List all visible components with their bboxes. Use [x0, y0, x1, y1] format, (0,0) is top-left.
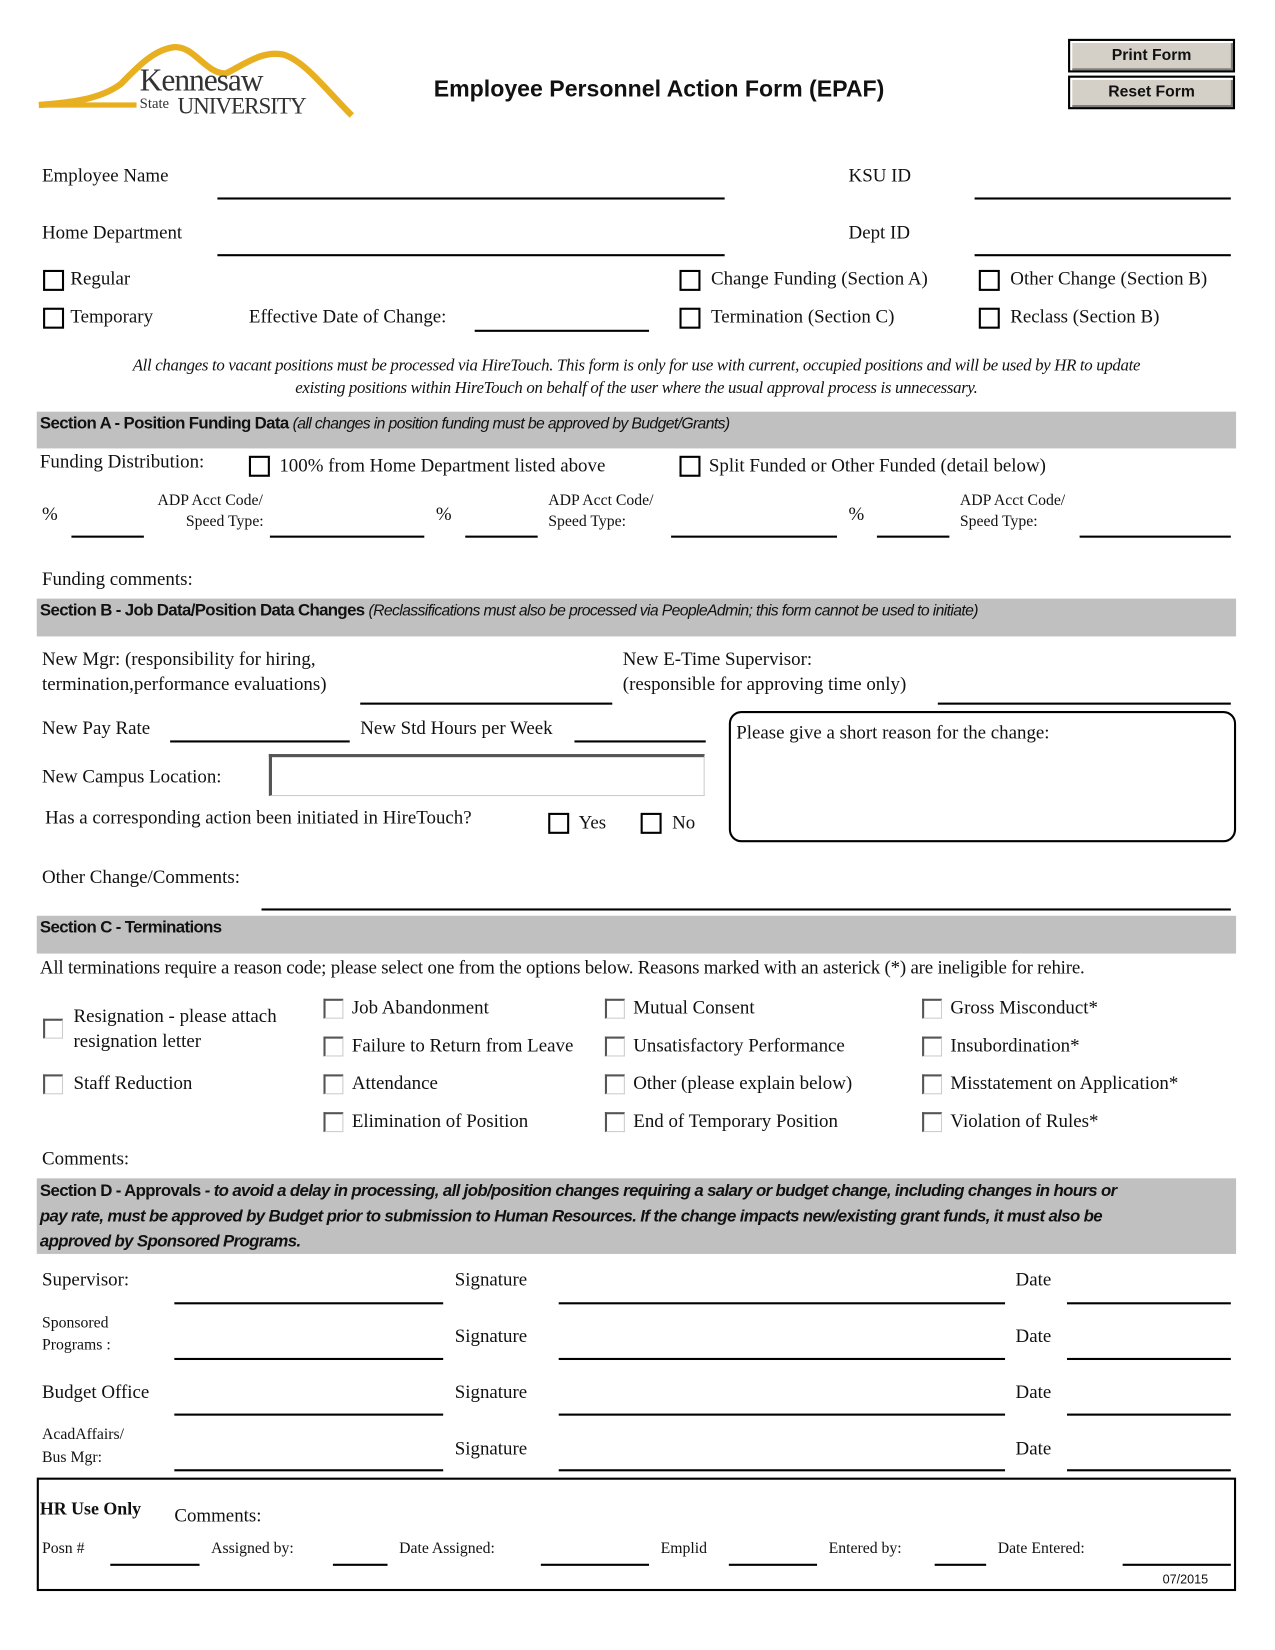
reason-label: Please give a short reason for the change: — [736, 721, 1050, 743]
std-hours-field[interactable] — [574, 740, 705, 742]
section-a-subtitle: (all changes in position funding must be approved by Budget/Grants) — [292, 414, 730, 433]
percent-label-2: % — [435, 503, 452, 525]
supervisor-name-field[interactable] — [174, 1302, 443, 1304]
acct-code-field-2[interactable] — [671, 536, 837, 538]
job-abandonment-checkbox[interactable] — [323, 999, 343, 1019]
effective-date-label: Effective Date of Change: — [248, 305, 447, 327]
termination-instructions: All terminations require a reason code; please select one from the options below. Reasons marked with an asterick (*) are ineligible for rehire. — [39, 956, 1085, 978]
budget-date-label: Date — [1015, 1381, 1052, 1403]
section-d-text-3: approved by Sponsored Programs. — [39, 1232, 301, 1251]
date-entered-label: Date Entered: — [997, 1540, 1085, 1558]
budget-name-field[interactable] — [174, 1414, 443, 1416]
elimination-label: Elimination of Position — [351, 1110, 529, 1132]
section-d-text-2: pay rate, must be approved by Budget prior to submission to Human Resources. If the change impacts new/existing grant funds, it must also be — [39, 1207, 1102, 1226]
campus-location-label: New Campus Location: — [42, 765, 222, 787]
hiretouch-no-checkbox[interactable] — [641, 813, 662, 834]
speed-type-label-2: Speed Type: — [548, 513, 627, 531]
assigned-by-field[interactable] — [333, 1564, 388, 1566]
ksu-logo — [37, 42, 363, 124]
funding-100-checkbox[interactable] — [249, 456, 270, 477]
acad-date-field[interactable] — [1067, 1469, 1231, 1471]
pay-rate-label: New Pay Rate — [42, 717, 151, 739]
unsatisfactory-label: Unsatisfactory Performance — [633, 1034, 845, 1056]
new-mgr-field[interactable] — [360, 703, 612, 705]
sponsored-signature-field[interactable] — [559, 1358, 1005, 1360]
section-a-title: Section A - Position Funding Data — [39, 414, 289, 433]
attendance-label: Attendance — [351, 1072, 438, 1094]
posn-label: Posn # — [42, 1540, 85, 1558]
section-c-title: Section C - Terminations — [39, 918, 222, 937]
termination-checkbox[interactable] — [679, 308, 700, 329]
campus-location-input[interactable] — [269, 754, 705, 796]
regular-label: Regular — [70, 267, 131, 289]
entered-by-label: Entered by: — [828, 1540, 902, 1558]
acct-code-label-3: ADP Acct Code/ — [959, 492, 1066, 510]
termination-comments-label: Comments: — [42, 1147, 130, 1169]
gross-misconduct-checkbox[interactable] — [922, 999, 942, 1019]
temporary-checkbox[interactable] — [43, 308, 64, 329]
acad-date-label: Date — [1015, 1437, 1052, 1459]
print-form-button[interactable]: Print Form — [1068, 39, 1235, 73]
other-change-checkbox[interactable] — [979, 270, 1000, 291]
funding-split-label: Split Funded or Other Funded (detail below) — [708, 454, 1046, 476]
funding-split-checkbox[interactable] — [679, 456, 700, 477]
percent-field-3[interactable] — [877, 536, 949, 538]
elimination-checkbox[interactable] — [323, 1112, 343, 1132]
sponsored-signature-label: Signature — [454, 1325, 528, 1347]
other-comments-field[interactable] — [261, 908, 1230, 910]
mutual-consent-checkbox[interactable] — [605, 999, 625, 1019]
posn-field[interactable] — [110, 1564, 199, 1566]
section-b-subtitle: (Reclassifications must also be processed via PeopleAdmin; this form cannot be used to initiate) — [368, 601, 978, 620]
acad-affairs-label-2: Bus Mgr: — [42, 1449, 102, 1467]
other-change-label: Other Change (Section B) — [1010, 267, 1208, 289]
funding-comments-label: Funding comments: — [42, 568, 193, 590]
sponsored-date-label: Date — [1015, 1325, 1052, 1347]
change-funding-label: Change Funding (Section A) — [710, 267, 928, 289]
funding-distribution-label: Funding Distribution: — [39, 450, 205, 472]
logo-kennesaw: Kennesaw — [139, 63, 263, 98]
resignation-label-1: Resignation - please attach — [73, 1005, 277, 1027]
section-b-title: Section B - Job Data/Position Data Changes — [39, 601, 365, 620]
resignation-checkbox[interactable] — [43, 1019, 63, 1039]
supervisor-date-field[interactable] — [1067, 1302, 1231, 1304]
ksu-id-label: KSU ID — [848, 164, 912, 186]
etime-supervisor-field[interactable] — [938, 703, 1231, 705]
hr-use-only-box — [37, 1478, 1236, 1591]
budget-signature-label: Signature — [454, 1381, 528, 1403]
section-d-title: Section D - Approvals — [39, 1182, 201, 1201]
logo-university: UNIVERSITY — [177, 92, 306, 119]
vacant-positions-note-line2: existing positions within HireTouch on behalf of the user where the usual approval process is unnecessary. — [295, 379, 978, 397]
dept-id-label: Dept ID — [848, 221, 910, 243]
logo-state: State — [139, 96, 170, 113]
std-hours-label: New Std Hours per Week — [360, 717, 553, 739]
supervisor-signature-field[interactable] — [559, 1302, 1005, 1304]
form-version: 07/2015 — [1162, 1572, 1209, 1587]
percent-label-1: % — [42, 503, 58, 525]
acad-affairs-label-1: AcadAffairs/ — [42, 1426, 124, 1443]
date-assigned-field[interactable] — [541, 1564, 649, 1566]
mutual-consent-label: Mutual Consent — [633, 996, 755, 1018]
hiretouch-no-label: No — [672, 811, 696, 833]
gross-misconduct-label: Gross Misconduct* — [950, 996, 1098, 1018]
insubordination-checkbox[interactable] — [922, 1037, 942, 1057]
home-department-label: Home Department — [42, 221, 183, 243]
sponsored-label-2: Programs : — [42, 1336, 111, 1354]
section-b-header — [37, 599, 1236, 637]
section-a-header — [37, 412, 1236, 449]
hr-use-only-title: HR Use Only — [39, 1498, 142, 1519]
emplid-label: Emplid — [660, 1540, 707, 1558]
acad-name-field[interactable] — [174, 1469, 443, 1471]
section-d-header — [37, 1178, 1236, 1254]
new-mgr-label-1: New Mgr: (responsibility for hiring, — [42, 647, 316, 669]
violation-rules-label: Violation of Rules* — [950, 1110, 1099, 1132]
emplid-field[interactable] — [729, 1564, 817, 1566]
end-temporary-label: End of Temporary Position — [633, 1110, 838, 1132]
entered-by-field[interactable] — [935, 1564, 986, 1566]
violation-rules-checkbox[interactable] — [922, 1112, 942, 1132]
other-comments-label: Other Change/Comments: — [42, 866, 240, 888]
employee-name-field[interactable] — [217, 197, 724, 199]
section-d-text-1: - to avoid a delay in processing, all job/position changes requiring a salary or budget change, including changes in hours or — [200, 1182, 1117, 1201]
assigned-by-label: Assigned by: — [211, 1540, 294, 1558]
percent-field-1[interactable] — [71, 536, 143, 538]
termination-label: Termination (Section C) — [710, 305, 895, 327]
budget-signature-field[interactable] — [559, 1414, 1005, 1416]
acct-code-field-1[interactable] — [270, 536, 424, 538]
job-abandonment-label: Job Abandonment — [351, 996, 489, 1018]
percent-label-3: % — [848, 503, 865, 525]
hr-comments-label: Comments: — [174, 1504, 262, 1526]
budget-date-field[interactable] — [1067, 1414, 1231, 1416]
effective-date-field[interactable] — [475, 330, 649, 332]
acct-code-field-3[interactable] — [1080, 536, 1231, 538]
dept-id-field[interactable] — [975, 254, 1231, 256]
sponsored-date-field[interactable] — [1067, 1358, 1231, 1360]
etime-supervisor-label-1: New E-Time Supervisor: — [622, 647, 813, 669]
reclass-checkbox[interactable] — [979, 308, 1000, 329]
new-mgr-label-2: termination,performance evaluations) — [42, 673, 327, 695]
supervisor-date-label: Date — [1015, 1268, 1052, 1290]
reset-form-button[interactable]: Reset Form — [1068, 76, 1235, 110]
percent-field-2[interactable] — [465, 536, 537, 538]
change-funding-checkbox[interactable] — [679, 270, 700, 291]
ksu-id-field[interactable] — [975, 197, 1231, 199]
acad-signature-field[interactable] — [559, 1469, 1005, 1471]
budget-office-label: Budget Office — [42, 1381, 150, 1403]
staff-reduction-label: Staff Reduction — [73, 1072, 193, 1094]
insubordination-label: Insubordination* — [950, 1034, 1080, 1056]
speed-type-label-3: Speed Type: — [959, 513, 1038, 531]
supervisor-label: Supervisor: — [42, 1268, 130, 1290]
hiretouch-yes-label: Yes — [578, 811, 607, 833]
reason-textarea[interactable] — [729, 711, 1236, 842]
other-explain-label: Other (please explain below) — [633, 1072, 853, 1094]
date-assigned-label: Date Assigned: — [399, 1540, 495, 1558]
temporary-label: Temporary — [70, 305, 154, 327]
sponsored-label-1: Sponsored — [42, 1314, 109, 1332]
vacant-positions-note-line1: All changes to vacant positions must be processed via HireTouch. This form is only for use with current, occupied positions and will be used by HR to update — [132, 357, 1141, 375]
etime-supervisor-label-2: (responsible for approving time only) — [622, 673, 907, 695]
attendance-checkbox[interactable] — [323, 1074, 343, 1094]
reclass-label: Reclass (Section B) — [1010, 305, 1160, 327]
acct-code-label-2: ADP Acct Code/ — [548, 492, 654, 510]
staff-reduction-checkbox[interactable] — [43, 1074, 63, 1094]
sponsored-name-field[interactable] — [174, 1358, 443, 1360]
speed-type-label-1: Speed Type: — [185, 513, 264, 531]
home-department-field[interactable] — [217, 254, 724, 256]
failure-to-return-label: Failure to Return from Leave — [351, 1034, 574, 1056]
resignation-label-2: resignation letter — [73, 1030, 202, 1052]
pay-rate-field[interactable] — [170, 740, 350, 742]
employee-name-label: Employee Name — [42, 164, 169, 186]
supervisor-signature-label: Signature — [454, 1268, 528, 1290]
other-explain-checkbox[interactable] — [605, 1074, 625, 1094]
hiretouch-yes-checkbox[interactable] — [548, 813, 569, 834]
end-temporary-checkbox[interactable] — [605, 1112, 625, 1132]
date-entered-field[interactable] — [1123, 1564, 1231, 1566]
misstatement-checkbox[interactable] — [922, 1074, 942, 1094]
misstatement-label: Misstatement on Application* — [950, 1072, 1179, 1094]
unsatisfactory-checkbox[interactable] — [605, 1037, 625, 1057]
page-title: Employee Personnel Action Form (EPAF) — [433, 75, 885, 102]
failure-to-return-checkbox[interactable] — [323, 1037, 343, 1057]
acct-code-label-1: ADP Acct Code/ — [157, 492, 263, 510]
acad-signature-label: Signature — [454, 1437, 528, 1459]
regular-checkbox[interactable] — [43, 270, 64, 291]
funding-100-label: 100% from Home Department listed above — [279, 454, 606, 476]
section-c-header — [37, 916, 1236, 954]
hiretouch-question: Has a corresponding action been initiated in HireTouch? — [45, 806, 472, 828]
